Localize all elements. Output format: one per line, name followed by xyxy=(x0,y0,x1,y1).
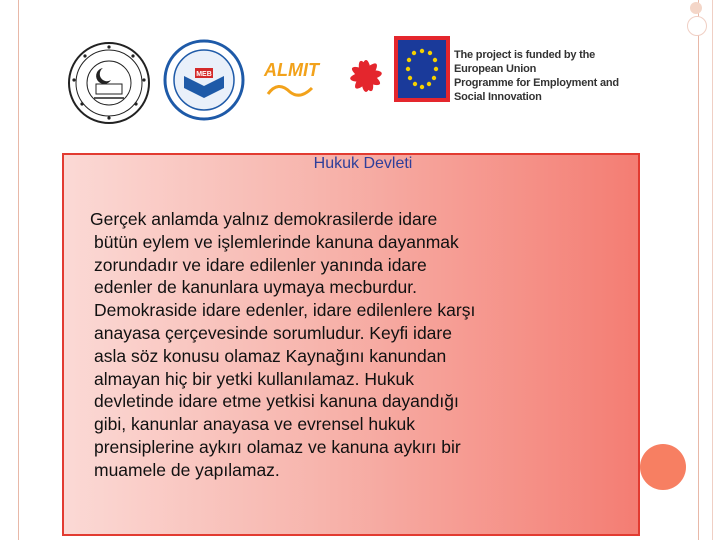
card-line: anayasa çerçevesinde sorumludur. Keyfi idare xyxy=(94,322,452,343)
decorative-dot-top xyxy=(690,2,702,14)
eu-flag-logo xyxy=(394,36,450,102)
frame-line-left xyxy=(18,0,19,540)
frame-line-right-outer xyxy=(712,0,713,540)
card-line: Demokraside idare edenler, idare edilenlere karşı xyxy=(94,300,476,321)
card-line: gibi, kanunlar anayasa ve evrensel hukuk xyxy=(94,414,416,435)
meb-logo xyxy=(162,38,246,122)
decorative-ring xyxy=(687,16,707,36)
card-line: bütün eylem ve işlemlerinde kanuna dayanmak xyxy=(94,231,459,252)
card-line: devletinde idare etme yetkisi kanuna dayandığı xyxy=(94,391,459,412)
almit-logo xyxy=(262,44,392,108)
card-line: zorundadır ve idare edilenler yanında idare xyxy=(94,254,427,275)
card-line: Gerçek anlamda yalnız demokrasilerde idare xyxy=(90,209,438,229)
decorative-dot-bottom xyxy=(640,444,686,490)
frame-line-right xyxy=(698,0,699,540)
card-line: almayan hiç bir yetki kullanılamaz. Hukuk xyxy=(94,368,414,389)
card-line: muamele de yapılamaz. xyxy=(94,459,280,480)
school-seal-logo xyxy=(66,40,152,126)
almit-logo-text: ALMIT xyxy=(264,60,319,80)
eu-text-line2: Programme for Employment and Social Innovation xyxy=(454,77,619,103)
card-title: Hukuk Devleti xyxy=(313,155,413,172)
card-line: asla söz konusu olamaz Kaynağını kanundan xyxy=(94,345,447,366)
card-body xyxy=(90,208,635,482)
eu-funding-text xyxy=(454,48,644,104)
card-line: edenler de kanunlara uymaya mecburdur. xyxy=(94,277,417,298)
eu-text-line1: The project is funded by the European Union xyxy=(454,49,596,75)
card-line: prensiplerine aykırı olamaz ve kanuna aykırı bir xyxy=(94,436,461,457)
meb-logo-text: MEB xyxy=(196,71,212,78)
